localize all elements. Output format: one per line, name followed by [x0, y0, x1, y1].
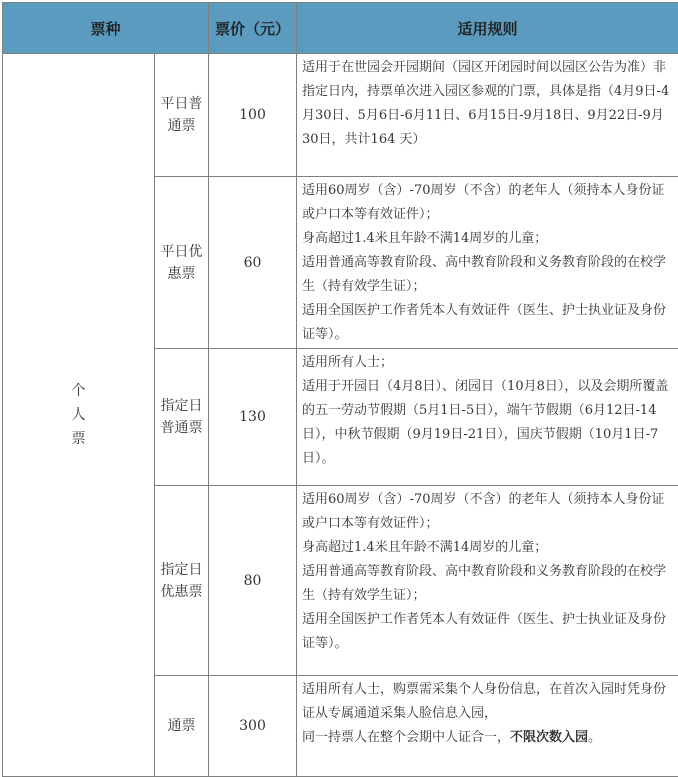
- rule-line: 适用所有人士，购票需采集个人身份信息，在首次入园时凭身份证从专属通道采集人脸信息入园，: [302, 678, 674, 726]
- ticket-name: 指定日普通票: [155, 349, 209, 486]
- rule-tail: 。: [588, 730, 601, 745]
- rule-line: 适用普通高等教育阶段、高中教育阶段和义务教育阶段的在校学生（持有效学生证）；: [302, 560, 674, 608]
- category-char: 人: [3, 403, 154, 427]
- rule-line: 适用60周岁（含）-70周岁（不含）的老年人（须持本人身份证或户口本等有效证件）；: [302, 488, 674, 536]
- ticket-price: 130: [209, 349, 297, 486]
- category-char: 个: [3, 379, 154, 403]
- ticket-price: 60: [209, 177, 297, 349]
- ticket-rules: [297, 486, 678, 676]
- header-price: 票价（元）: [209, 3, 297, 54]
- rule-line: 适用普通高等教育阶段、高中教育阶段和义务教育阶段的在校学生（持有效学生证）；: [302, 251, 674, 299]
- rule-line: 适用于开园日（4月8日）、闭园日（10月8日），以及会期所覆盖的五一劳动节假期（5月1日-5日），端午节假期（6月12日-14日），中秋节假期（9月19日-21日），国庆节假期（10月1日-7日）。: [302, 375, 674, 471]
- ticket-rules: [297, 676, 678, 777]
- rule-text: 同一持票人在整个会期中人证合一，: [302, 730, 510, 745]
- rule-line: 适用60周岁（含）-70周岁（不含）的老年人（须持本人身份证或户口本等有效证件）；: [302, 179, 674, 227]
- ticket-name: 指定日优惠票: [155, 486, 209, 676]
- header-ticket-type: 票种: [3, 3, 209, 54]
- ticket-rules: [297, 54, 678, 177]
- table-header-row: [3, 3, 678, 54]
- ticket-price: 100: [209, 54, 297, 177]
- ticket-price: 300: [209, 676, 297, 777]
- table-row: [3, 54, 678, 177]
- ticket-rules: [297, 349, 678, 486]
- rule-line: 适用全国医护工作者凭本人有效证件（医生、护士执业证及身份证等）。: [302, 299, 674, 347]
- rule-line: 适用于在世园会开园期间（园区开闭园时间以园区公告为准）非指定日内，持票单次进入园区参观的门票，具体是指（4月9日-4月30日、5月6日-6月11日、6月15日-9月18日、9月22日-9月30日，共计164 天）: [302, 56, 674, 152]
- category-cell: [3, 54, 155, 777]
- ticket-name: 平日普通票: [155, 54, 209, 177]
- ticket-name: 平日优惠票: [155, 177, 209, 349]
- ticket-price: 80: [209, 486, 297, 676]
- rule-line: 身高超过1.4米且年龄不满14周岁的儿童；: [302, 536, 674, 560]
- ticket-table: [2, 2, 678, 777]
- category-char: 票: [3, 427, 154, 451]
- rule-emphasis: 不限次数入园: [510, 730, 588, 745]
- rule-line: 身高超过1.4米且年龄不满14周岁的儿童；: [302, 227, 674, 251]
- header-rules: 适用规则: [297, 3, 678, 54]
- ticket-rules: [297, 177, 678, 349]
- rule-line: 适用全国医护工作者凭本人有效证件（医生、护士执业证及身份证等）。: [302, 608, 674, 656]
- ticket-name: 通票: [155, 676, 209, 777]
- rule-line: 适用所有人士；: [302, 351, 674, 375]
- rule-line: [302, 726, 674, 750]
